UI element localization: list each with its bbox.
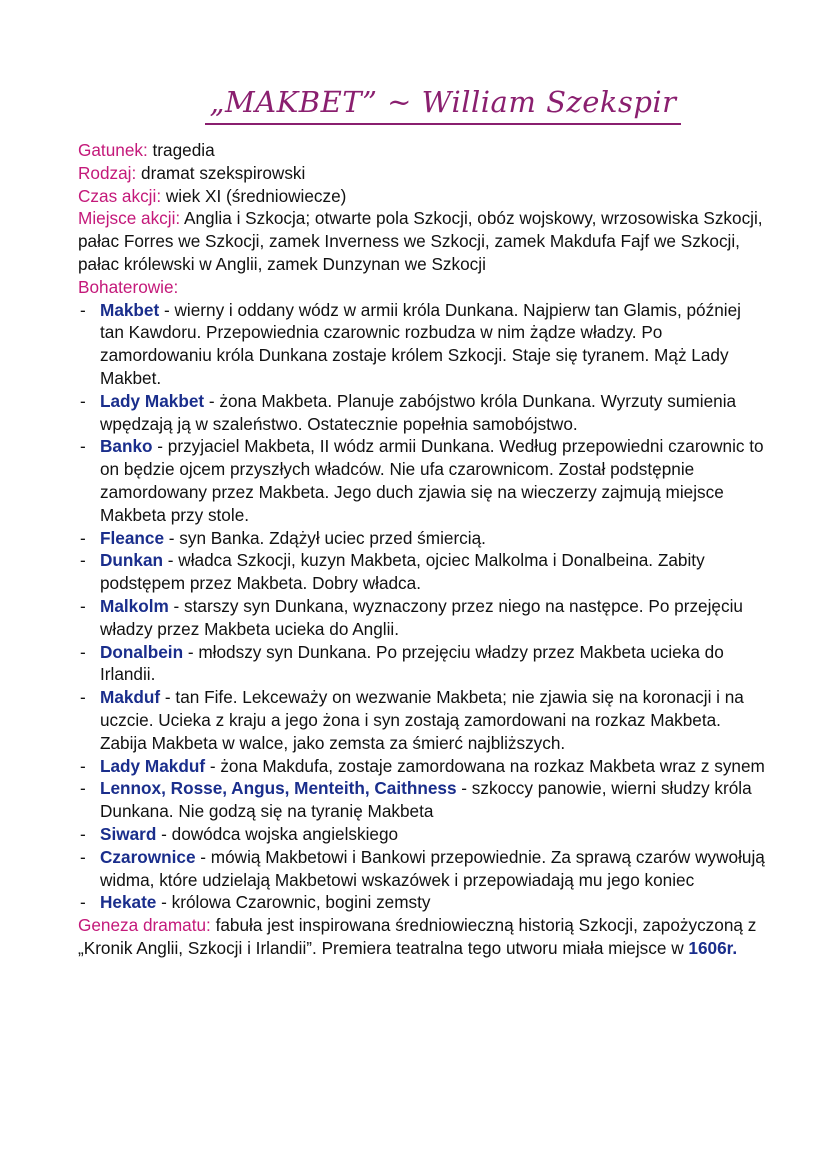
heroes-heading [78, 276, 768, 299]
hero-desc: - starszy syn Dunkana, wyznaczony przez niego na następce. Po przejęciu władzy przez Makbeta ucieka do Anglii. [100, 595, 743, 639]
hero-name: Banko [100, 436, 153, 457]
hero-name: Makbet [100, 299, 160, 320]
field-rodzaj [78, 162, 768, 185]
list-item [78, 823, 768, 846]
hero-name: Dunkan [100, 550, 164, 571]
geneza-text: fabuła jest inspirowana średniowieczną historią Szkocji, zapożyczoną z „Kronik Anglii, Szkocji i Irlandii”. Premiera teatralna tego utworu miała miejsce w [78, 915, 757, 958]
hero-desc: - dowódca wojska angielskiego [156, 823, 399, 844]
hero-desc: - przyjaciel Makbeta, II wódz armii Dunkana. Według przepowiedni czarownic to on będzie ojcem przyszłych władców. Nie ufa czarownicom. Został podstępnie zamordowany przez Makbeta. Jego duch zjawia się na wieczerzy zajmują miejsce Makbeta przy stole. [100, 436, 764, 525]
list-item [78, 641, 768, 687]
field-czas-akcji [78, 185, 768, 208]
field-value: dramat szekspirowski [136, 162, 306, 183]
hero-desc: - szkoccy panowie, wierni słudzy króla Dunkana. Nie godzą się na tyranię Makbeta [100, 778, 752, 822]
field-label: Miejsce akcji: [78, 208, 181, 229]
list-item [78, 299, 768, 390]
hero-desc: - królowa Czarownic, bogini zemsty [156, 892, 431, 913]
dash-bullet: - [80, 687, 86, 708]
hero-name: Fleance [100, 527, 165, 548]
heroes-list [78, 299, 768, 915]
dash-bullet: - [80, 641, 86, 662]
hero-name: Malkolm [100, 595, 169, 616]
list-item [78, 891, 768, 914]
hero-name: Lady Makbet [100, 390, 205, 411]
list-item [78, 846, 768, 892]
hero-desc: - władca Szkocji, kuzyn Makbeta, ojciec Malkolma i Donalbeina. Zabity podstępem przez Makbeta. Dobry władca. [100, 550, 705, 594]
hero-desc: - żona Makbeta. Planuje zabójstwo króla Dunkana. Wyrzuty sumienia wpędzają ją w szaleństwo. Ostatecznie popełnia samobójstwo. [100, 390, 737, 434]
hero-desc: - młodszy syn Dunkana. Po przejęciu władzy przez Makbeta ucieka do Irlandii. [100, 641, 724, 685]
list-item [78, 755, 768, 778]
list-item [78, 549, 768, 595]
hero-name: Czarownice [100, 846, 196, 867]
dash-bullet: - [80, 390, 86, 411]
hero-name: Makduf [100, 687, 161, 708]
dash-bullet: - [80, 550, 86, 571]
dash-bullet: - [80, 846, 86, 867]
field-value: tragedia [147, 140, 215, 160]
field-label: Rodzaj: [78, 162, 137, 183]
dash-bullet: - [80, 436, 86, 457]
heroes-label: Bohaterowie: [78, 276, 179, 297]
dash-bullet: - [80, 755, 86, 776]
field-gatunek [78, 139, 768, 162]
geneza-label: Geneza dramatu: [78, 915, 211, 936]
hero-name: Donalbein [100, 641, 184, 662]
hero-desc: - syn Banka. Zdążył uciec przed śmiercią. [164, 527, 486, 548]
hero-name: Lady Makduf [100, 755, 206, 776]
hero-desc: - wierny i oddany wódz w armii króla Dunkana. Najpierw tan Glamis, później tan Kawdoru. Przepowiednia czarownic rozbudza w nim żądze władzy. Po zamordowaniu króla Dunkana zostaje królem Szkocji. Staje się tyranem. Mąż Lady Makbet. [100, 299, 741, 388]
title-wrap [78, 84, 768, 125]
list-item [78, 390, 768, 436]
list-item [78, 527, 768, 550]
hero-name: Siward [100, 823, 157, 844]
field-value: Anglia i Szkocja; otwarte pola Szkocji, obóz wojskowy, wrzosowiska Szkocji, pałac Forres we Szkocji, zamek Inverness we Szkocji, zamek Makdufa Fajf we Szkocji, pałac królewski w Anglii, zamek Dunzynan we Szkocji [78, 208, 763, 274]
geneza-paragraph [78, 914, 768, 960]
hero-desc: - tan Fife. Lekceważy on wezwanie Makbeta; nie zjawia się na koronacji i na uczcie. Ucieka z kraju a jego żona i syn zostają zamordowani na rozkaz Makbeta. Zabija Makbeta w walce, jako zemsta za śmierć najbliższych. [100, 687, 744, 753]
dash-bullet: - [80, 823, 86, 844]
hero-name: Lennox, Rosse, Angus, Menteith, Caithness [100, 778, 457, 799]
dash-bullet: - [80, 778, 86, 799]
field-value: wiek XI (średniowiecze) [161, 185, 347, 206]
dash-bullet: - [80, 892, 86, 913]
field-label: Czas akcji: [78, 185, 162, 206]
list-item [78, 595, 768, 641]
hero-desc: - mówią Makbetowi i Bankowi przepowiednie. Za sprawą czarów wywołują widma, które udzielają Makbetowi wskazówek i przepowiadają mu jego koniec [100, 846, 765, 890]
document-page [78, 84, 768, 960]
dash-bullet: - [80, 595, 86, 616]
list-item [78, 686, 768, 754]
hero-desc: - żona Makdufa, zostaje zamordowana na rozkaz Makbeta wraz z synem [205, 755, 765, 776]
list-item [78, 777, 768, 823]
dash-bullet: - [80, 527, 86, 548]
list-item [78, 435, 768, 526]
page-title: „MAKBET” ~ William Szekspir [205, 84, 680, 125]
field-label: Gatunek: [78, 140, 148, 160]
field-miejsce-akcji [78, 207, 768, 275]
dash-bullet: - [80, 299, 86, 320]
premiere-year: 1606r. [688, 937, 738, 958]
hero-name: Hekate [100, 892, 157, 913]
